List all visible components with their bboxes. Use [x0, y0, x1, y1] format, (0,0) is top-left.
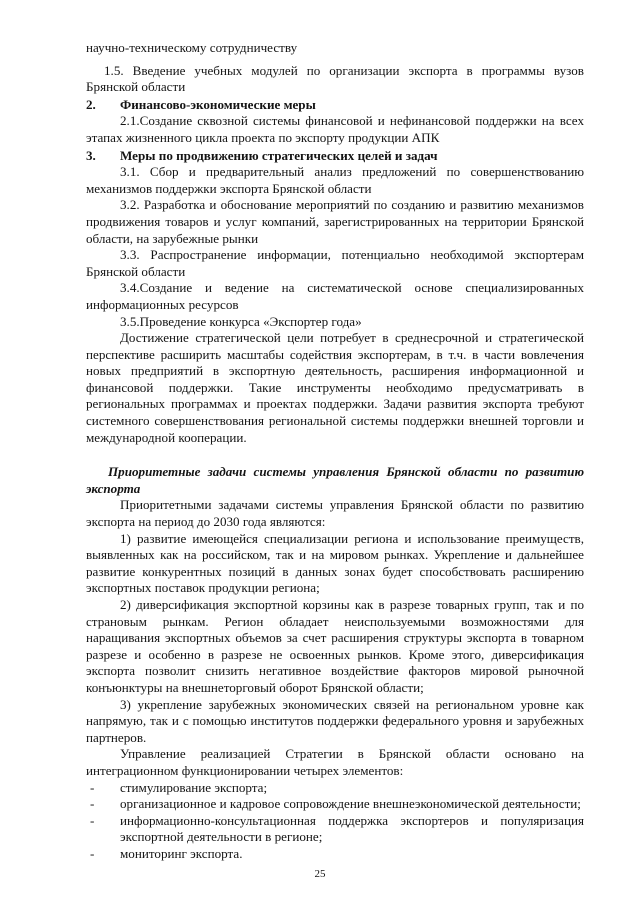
elements-list: [86, 780, 584, 863]
section-heading-text: Финансово-экономические меры: [120, 96, 316, 112]
page-number: 25: [314, 868, 326, 880]
paragraph-item-3-1: 3.1. Сбор и предварительный анализ предложений по совершенствованию механизмов поддержки экспорта Брянской области: [86, 164, 584, 196]
paragraph-item-3-4: 3.4.Создание и ведение на систематической основе специализированных информационных ресурсов: [86, 280, 584, 312]
list-dash: -: [90, 845, 95, 861]
list-item-text: стимулирование экспорта;: [120, 779, 268, 795]
list-item-text: организационное и кадровое сопровождение внешнеэкономической деятельности;: [120, 796, 581, 812]
paragraph-continuation: научно-техническому сотрудничеству: [86, 40, 298, 55]
page-body: [86, 40, 584, 863]
list-item-text: информационно-консультационная поддержка экспортеров и популяризация экспортной деятельности в регионе;: [120, 812, 584, 845]
section-heading-2: [86, 97, 584, 114]
paragraph-item-1-5: 1.5. Введение учебных модулей по организации экспорта в программы вузов Брянской области: [86, 62, 584, 95]
paragraph-priority-3: 3) укрепление зарубежных экономических связей на региональном уровне как напрямую, так и с помощью институтов поддержки федерального уровня и зарубежных партнеров.: [86, 696, 584, 745]
list-dash: -: [90, 796, 95, 812]
list-item: [86, 846, 584, 863]
paragraph-strategic-goal: Достижение стратегической цели потребует в среднесрочной и стратегической перспективе расширить масштабы содействия экспортерам, в т.ч. в части вовлечения новых предприятий в экспортную деятельность, расширения информационной и финансовой поддержки. Такие инструменты необходимо предусматривать в региональных программах и проектах поддержки. Задачи развития экспорта требуют системного совершенствования региональной системы поддержки внешней торговли и международной кооперации.: [86, 330, 584, 445]
paragraph-item-3-5: 3.5.Проведение конкурса «Экспортер года»: [120, 313, 362, 329]
section-heading-3: [86, 148, 584, 165]
paragraph-priority-2: 2) диверсификация экспортной корзины как в разрезе товарных групп, так и по страновым рынкам. Регион обладает неиспользуемыми возможностями для наращивания экспортных объемов за счет расширения структуры экспорта в товарном разрезе и особенно в разрезе не освоенных рынков. Кроме этого, диверсификация экспорта позволит снизить негативное воздействие факторов мировой рыночной конъюнктуры на внешнеторговый оборот Брянской области;: [86, 597, 584, 695]
list-dash: -: [90, 812, 95, 828]
section-heading-number: 2.: [86, 96, 96, 112]
paragraph-priority-intro: Приоритетными задачами системы управления Брянской области по развитию экспорта на период до 2030 года являются:: [86, 497, 584, 530]
paragraph-item-3-3: 3.3. Распространение информации, потенциально необходимой экспортерам Брянской области: [86, 247, 584, 279]
subsection-heading: Приоритетные задачи системы управления Брянской области по развитию экспорта: [86, 464, 584, 496]
paragraph-priority-1: 1) развитие имеющейся специализации региона и использование преимуществ, выявленных как на российском, так и на мировом рынках. Укрепление и дальнейшее развитие конкурентных позиций в данных зонах будет способствовать расширению экспортных поставок продукции региона;: [86, 530, 584, 596]
paragraph-management-intro: Управление реализацией Стратегии в Брянской области основано на интеграционном функционировании четырех элементов:: [86, 746, 584, 778]
section-heading-text: Меры по продвижению стратегических целей и задач: [120, 147, 438, 163]
section-heading-number: 3.: [86, 147, 96, 163]
paragraph-item-3-2: 3.2. Разработка и обоснование мероприятий по созданию и развитию механизмов продвижения товаров и услуг компаний, зарегистрированных на территории Брянской области, на зарубежные рынки: [86, 197, 584, 246]
list-item-text: мониторинг экспорта.: [120, 845, 243, 861]
list-item: [86, 780, 584, 797]
list-item: [86, 813, 584, 846]
list-item: [86, 796, 584, 813]
paragraph-item-2-1: 2.1.Создание сквозной системы финансовой и нефинансовой поддержки на всех этапах жизненного цикла проекта по экспорту продукции АПК: [86, 113, 584, 145]
list-dash: -: [90, 779, 95, 795]
